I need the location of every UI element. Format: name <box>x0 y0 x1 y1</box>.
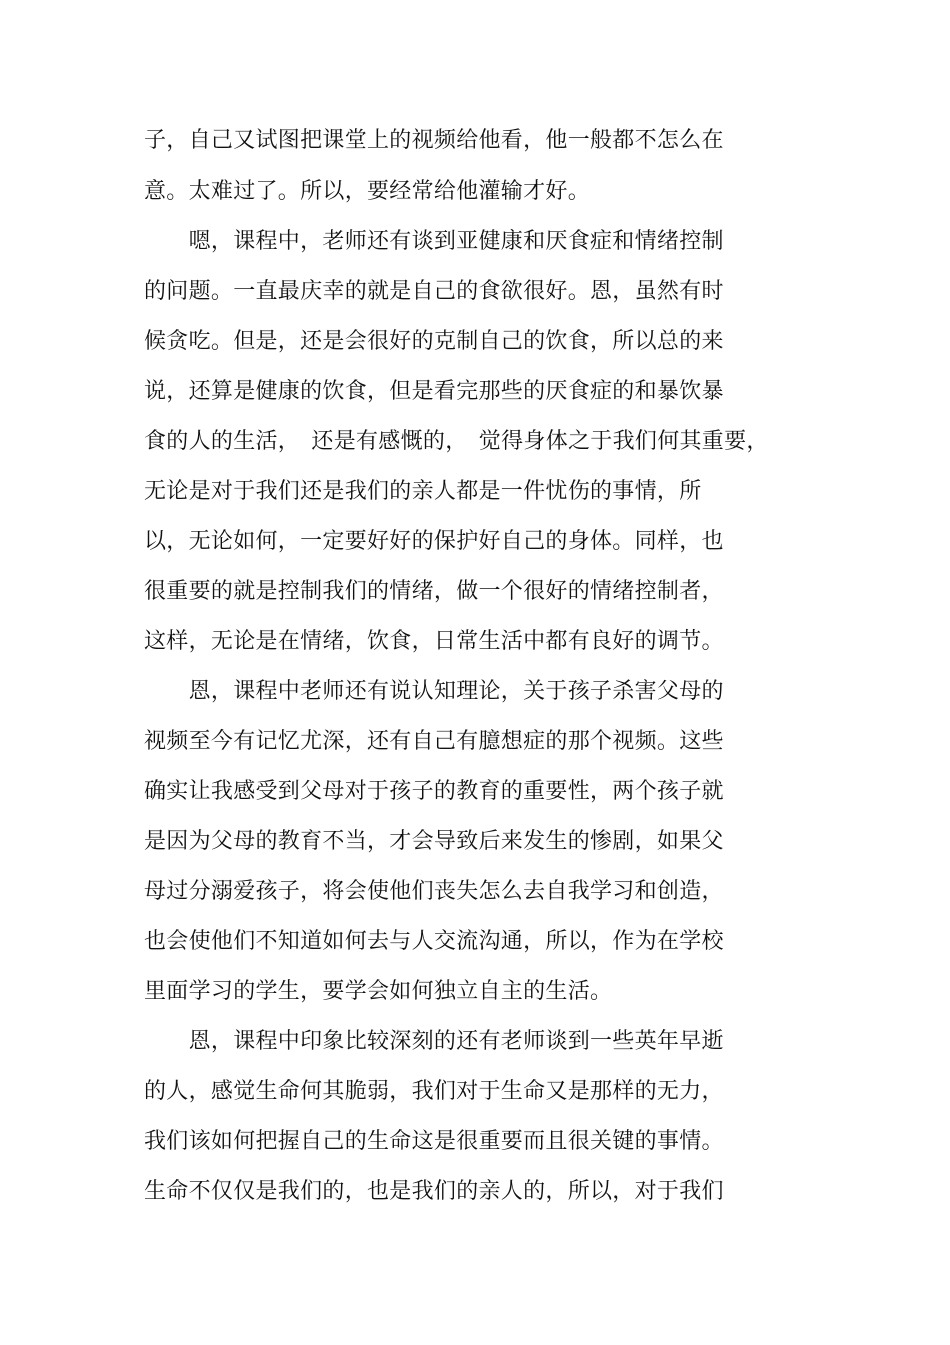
text-line: 很重要的就是控制我们的情绪，做一个很好的情绪控制者， <box>144 579 724 604</box>
text-line: 的问题。一直最庆幸的就是自己的食欲很好。恩，虽然有时 <box>144 279 724 304</box>
text-line: 我们该如何把握自己的生命这是很重要而且很关键的事情。 <box>144 1129 724 1154</box>
text-line: 确实让我感受到父母对于孩子的教育的重要性，两个孩子就 <box>144 779 724 804</box>
text-line: 是因为父母的教育不当，才会导致后来发生的惨剧，如果父 <box>144 829 724 854</box>
text-line: 以，无论如何，一定要好好的保护好自己的身体。同样，也 <box>144 529 724 554</box>
text-line: 意。太难过了。所以，要经常给他灌输才好。 <box>144 179 591 204</box>
text-line: 无论是对于我们还是我们的亲人都是一件忧伤的事情，所 <box>144 479 702 504</box>
text-line: 生命不仅仅是我们的，也是我们的亲人的，所以，对于我们 <box>144 1179 724 1204</box>
text-line: 里面学习的学生，要学会如何独立自主的生活。 <box>144 979 613 1004</box>
text-line: 食的人的生活， 还是有感慨的， 觉得身体之于我们何其重要， <box>144 429 769 454</box>
text-line: 恩，课程中老师还有说认知理论，关于孩子杀害父母的 <box>144 679 724 704</box>
text-line: 母过分溺爱孩子，将会使他们丧失怎么去自我学习和创造， <box>144 879 724 904</box>
text-line: 也会使他们不知道如何去与人交流沟通，所以，作为在学校 <box>144 929 724 954</box>
text-line: 子，自己又试图把课堂上的视频给他看，他一般都不怎么在 <box>144 128 724 153</box>
text-line: 这样，无论是在情绪，饮食，日常生活中都有良好的调节。 <box>144 629 724 654</box>
text-line: 恩，课程中印象比较深刻的还有老师谈到一些英年早逝 <box>144 1029 724 1054</box>
text-line: 候贪吃。但是，还是会很好的克制自己的饮食，所以总的来 <box>144 329 724 354</box>
text-line: 嗯，课程中，老师还有谈到亚健康和厌食症和情绪控制 <box>144 229 724 254</box>
text-line: 视频至今有记忆尤深，还有自己有臆想症的那个视频。这些 <box>144 729 724 754</box>
text-line: 说，还算是健康的饮食，但是看完那些的厌食症的和暴饮暴 <box>144 379 724 404</box>
text-line: 的人，感觉生命何其脆弱，我们对于生命又是那样的无力， <box>144 1079 724 1104</box>
